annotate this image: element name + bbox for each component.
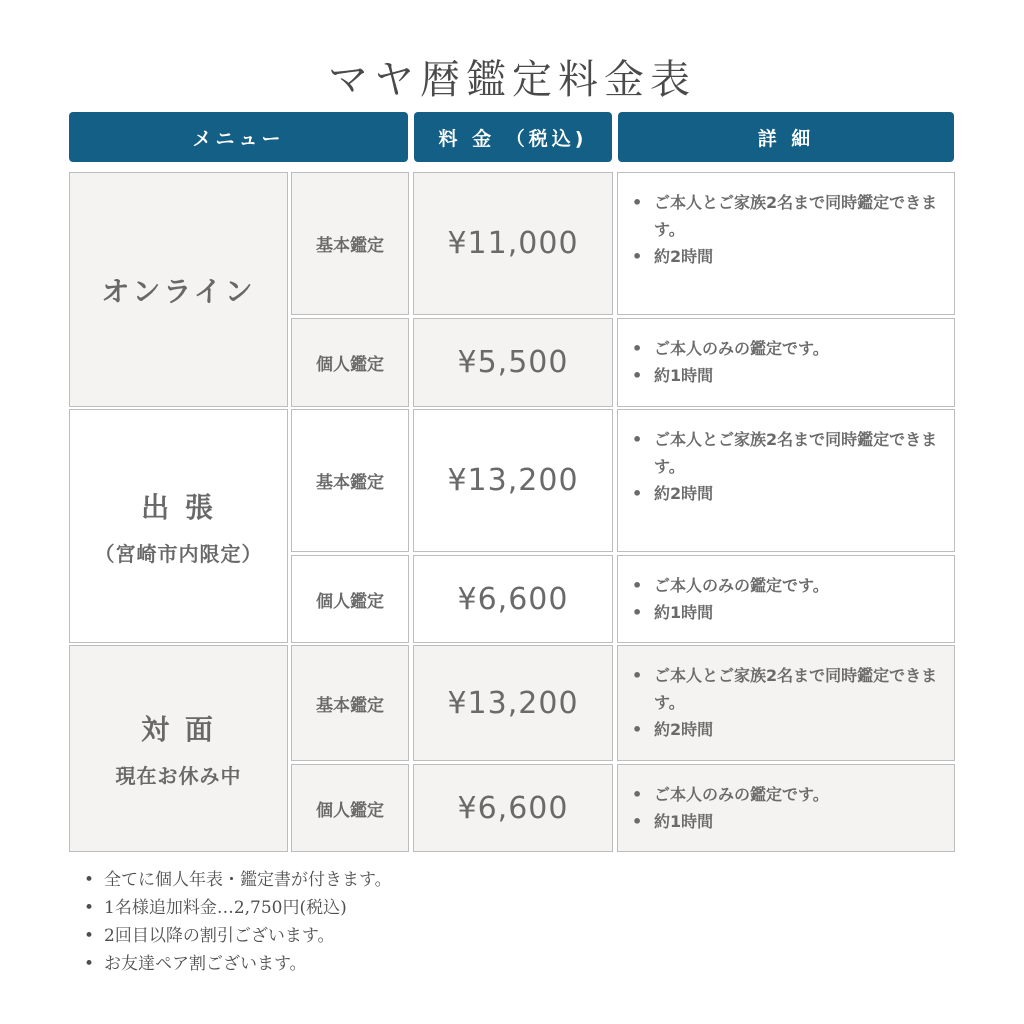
note-item: • 2回目以降の割引ございます。 xyxy=(84,922,392,950)
subtype-label: 基本鑑定 xyxy=(316,236,384,256)
menu-title: 対 面 xyxy=(141,713,216,746)
menu-cell-online xyxy=(69,172,288,407)
detail-item: • ご本人とご家族2名まで同時鑑定できます。 xyxy=(632,662,950,716)
menu-subtitle: 現在お休み中 xyxy=(115,764,242,788)
detail-item: • 約2時間 xyxy=(632,716,950,743)
note-item: • お友達ペア割ございます。 xyxy=(84,950,392,978)
header-detail: 詳 細 xyxy=(618,112,954,162)
detail-item: • 約1時間 xyxy=(632,362,829,389)
subtype-cell xyxy=(291,172,409,315)
detail-item: • ご本人のみの鑑定です。 xyxy=(632,781,829,808)
detail-cell xyxy=(617,172,955,315)
subtype-cell xyxy=(291,409,409,552)
price-cell xyxy=(413,764,613,852)
detail-item: • ご本人のみの鑑定です。 xyxy=(632,572,829,599)
subtype-label: 基本鑑定 xyxy=(316,695,384,716)
detail-cell xyxy=(617,645,955,761)
header-menu: メニュー xyxy=(69,112,408,162)
subtype-cell xyxy=(291,555,409,643)
subtype-label: 基本鑑定 xyxy=(316,473,384,493)
price-cell xyxy=(413,409,613,552)
detail-cell xyxy=(617,318,955,407)
price-value: ¥5,500 xyxy=(457,345,569,380)
detail-cell xyxy=(617,764,955,852)
detail-item: • 約1時間 xyxy=(632,808,829,835)
price-value: ¥13,200 xyxy=(447,463,579,498)
subtype-label: 個人鑑定 xyxy=(316,591,384,612)
detail-item: • ご本人のみの鑑定です。 xyxy=(632,335,829,362)
price-cell xyxy=(413,318,613,407)
price-cell xyxy=(413,172,613,315)
price-value: ¥6,600 xyxy=(457,581,569,617)
page-title: マヤ暦鑑定料金表 xyxy=(328,57,696,103)
detail-item: • 約1時間 xyxy=(632,599,829,626)
detail-item: • ご本人とご家族2名まで同時鑑定できます。 xyxy=(632,426,950,480)
subtype-cell xyxy=(291,318,409,407)
detail-item: • 約2時間 xyxy=(632,243,950,270)
note-item: • 1名様追加料金…2,750円(税込) xyxy=(84,894,392,922)
detail-item: • 約2時間 xyxy=(632,480,950,507)
subtype-label: 個人鑑定 xyxy=(316,800,384,821)
menu-title: 出 張 xyxy=(141,490,216,524)
price-cell xyxy=(413,555,613,643)
note-item: • 全てに個人年表・鑑定書が付きます。 xyxy=(84,866,392,894)
menu-cell-visit xyxy=(69,409,288,643)
detail-cell xyxy=(617,409,955,552)
notes-list xyxy=(84,866,392,978)
menu-cell-inperson xyxy=(69,645,288,852)
price-value: ¥13,200 xyxy=(447,685,579,721)
subtype-cell xyxy=(291,764,409,852)
menu-title: オンライン xyxy=(101,274,256,308)
subtype-label: 個人鑑定 xyxy=(316,355,384,375)
price-value: ¥6,600 xyxy=(457,790,569,826)
subtype-cell xyxy=(291,645,409,761)
detail-cell xyxy=(617,555,955,643)
header-price: 料 金 （税込) xyxy=(414,112,612,162)
detail-item: • ご本人とご家族2名まで同時鑑定できます。 xyxy=(632,189,950,243)
price-cell xyxy=(413,645,613,761)
menu-subtitle: （宮崎市内限定） xyxy=(94,541,263,566)
price-value: ¥11,000 xyxy=(447,226,579,261)
